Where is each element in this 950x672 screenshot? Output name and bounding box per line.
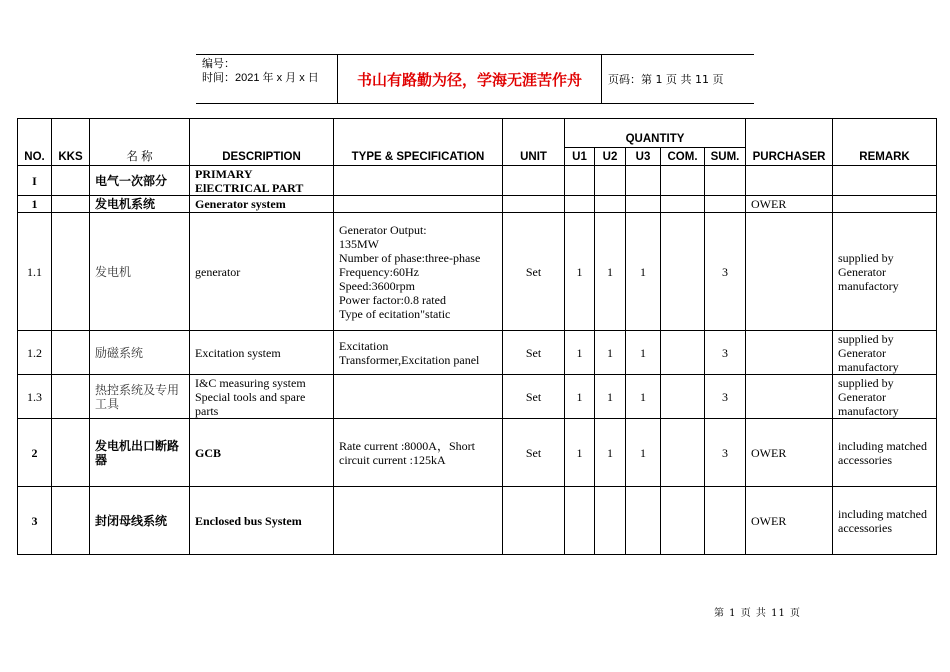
cell-sum: 3: [705, 375, 746, 419]
cell-type: [334, 487, 503, 555]
cell-u1: 1: [565, 419, 595, 487]
cell-u1: [565, 166, 595, 196]
cell-u3: 1: [626, 375, 661, 419]
header-left: [202, 57, 319, 85]
table-row: [18, 375, 937, 419]
cell-unit: Set: [503, 213, 565, 331]
col-header-u1: U1: [565, 148, 595, 166]
cell-kks: [52, 419, 90, 487]
cell-com: [661, 419, 705, 487]
col-header-u2: U2: [595, 148, 626, 166]
table-row: [18, 331, 937, 375]
cell-remark: including matched accessories: [833, 419, 937, 487]
cell-type: Generator Output: 135MW Number of phase:three-phase Frequency:60Hz Speed:3600rpm Power factor:0.8 rated Type of ecitation"static: [334, 213, 503, 331]
table-header-row: [18, 119, 937, 148]
cell-unit: Set: [503, 331, 565, 375]
cell-remark: supplied by Generator manufactory: [833, 213, 937, 331]
cell-u3: [626, 196, 661, 213]
col-header-quantity: QUANTITY: [565, 119, 746, 148]
col-header-com: COM.: [661, 148, 705, 166]
cell-no: 1.3: [18, 375, 52, 419]
cell-sum: 3: [705, 213, 746, 331]
cell-com: [661, 196, 705, 213]
cell-type: Rate current :8000A，Short circuit current :125kA: [334, 419, 503, 487]
cell-type: [334, 196, 503, 213]
col-header-name: 名 称: [90, 119, 190, 166]
cell-u2: 1: [595, 419, 626, 487]
cell-u3: 1: [626, 213, 661, 331]
col-header-no: NO.: [18, 119, 52, 166]
cell-no: 2: [18, 419, 52, 487]
table-row: [18, 487, 937, 555]
col-header-sum: SUM.: [705, 148, 746, 166]
cell-name: 热控系统及专用工具: [90, 375, 190, 419]
cell-u1: [565, 196, 595, 213]
cell-u1: [565, 487, 595, 555]
cell-u2: 1: [595, 213, 626, 331]
cell-purchaser: OWER: [746, 419, 833, 487]
cell-unit: [503, 487, 565, 555]
cell-u3: [626, 166, 661, 196]
col-header-type: TYPE & SPECIFICATION: [334, 119, 503, 166]
cell-u1: 1: [565, 331, 595, 375]
col-header-u3: U3: [626, 148, 661, 166]
document-header: [196, 54, 754, 104]
cell-u1: 1: [565, 213, 595, 331]
cell-sum: [705, 487, 746, 555]
cell-no: 3: [18, 487, 52, 555]
cell-description: Enclosed bus System: [190, 487, 334, 555]
cell-kks: [52, 487, 90, 555]
header-page-label: 页码：第 1 页 共 11 页: [608, 73, 724, 86]
cell-u2: [595, 487, 626, 555]
cell-sum: 3: [705, 419, 746, 487]
cell-kks: [52, 166, 90, 196]
cell-kks: [52, 196, 90, 213]
cell-remark: [833, 166, 937, 196]
col-header-kks: KKS: [52, 119, 90, 166]
cell-sum: [705, 196, 746, 213]
cell-com: [661, 487, 705, 555]
table-row: [18, 213, 937, 331]
cell-com: [661, 166, 705, 196]
cell-com: [661, 331, 705, 375]
cell-no: 1.1: [18, 213, 52, 331]
cell-com: [661, 213, 705, 331]
cell-purchaser: [746, 213, 833, 331]
cell-no: I: [18, 166, 52, 196]
cell-description: PRIMARY ElECTRICAL PART: [190, 166, 334, 196]
col-header-remark: REMARK: [833, 119, 937, 166]
cell-purchaser: OWER: [746, 196, 833, 213]
cell-remark: supplied by Generator manufactory: [833, 375, 937, 419]
cell-name: 封闭母线系统: [90, 487, 190, 555]
cell-sum: [705, 166, 746, 196]
cell-u3: [626, 487, 661, 555]
cell-type: Excitation Transformer,Excitation panel: [334, 331, 503, 375]
cell-u1: 1: [565, 375, 595, 419]
cell-name: 发电机: [90, 213, 190, 331]
document-time-label: 时间：2021 年 x 月 x 日: [202, 72, 319, 84]
cell-description: I&C measuring system Special tools and spare parts: [190, 375, 334, 419]
cell-purchaser: [746, 375, 833, 419]
cell-description: generator: [190, 213, 334, 331]
cell-u3: 1: [626, 419, 661, 487]
document-number-label: 编号：: [202, 58, 235, 70]
table-row: [18, 166, 937, 196]
cell-unit: [503, 166, 565, 196]
cell-type: [334, 375, 503, 419]
cell-description: Generator system: [190, 196, 334, 213]
cell-u2: 1: [595, 331, 626, 375]
cell-no: 1.2: [18, 331, 52, 375]
cell-u2: [595, 166, 626, 196]
cell-unit: [503, 196, 565, 213]
header-divider: [601, 55, 602, 103]
cell-kks: [52, 375, 90, 419]
cell-purchaser: [746, 331, 833, 375]
cell-kks: [52, 213, 90, 331]
cell-description: GCB: [190, 419, 334, 487]
cell-kks: [52, 331, 90, 375]
table-row: [18, 196, 937, 213]
cell-sum: 3: [705, 331, 746, 375]
cell-u2: [595, 196, 626, 213]
cell-name: 励磁系统: [90, 331, 190, 375]
cell-unit: Set: [503, 419, 565, 487]
cell-unit: Set: [503, 375, 565, 419]
cell-u2: 1: [595, 375, 626, 419]
cell-remark: supplied by Generator manufactory: [833, 331, 937, 375]
table-row: [18, 419, 937, 487]
cell-purchaser: OWER: [746, 487, 833, 555]
cell-name: 发电机出口断路器: [90, 419, 190, 487]
cell-purchaser: [746, 166, 833, 196]
cell-description: Excitation system: [190, 331, 334, 375]
cell-type: [334, 166, 503, 196]
header-motto: 书山有路勤为径，学海无涯苦作舟: [356, 70, 582, 89]
cell-name: 电气一次部分: [90, 166, 190, 196]
col-header-description: DESCRIPTION: [190, 119, 334, 166]
cell-name: 发电机系统: [90, 196, 190, 213]
equipment-table: [17, 118, 937, 555]
cell-remark: including matched accessories: [833, 487, 937, 555]
cell-u3: 1: [626, 331, 661, 375]
page-footer: 第 1 页 共 11 页: [714, 608, 801, 619]
cell-no: 1: [18, 196, 52, 213]
cell-com: [661, 375, 705, 419]
cell-remark: [833, 196, 937, 213]
col-header-unit: UNIT: [503, 119, 565, 166]
col-header-purchaser: PURCHASER: [746, 119, 833, 166]
